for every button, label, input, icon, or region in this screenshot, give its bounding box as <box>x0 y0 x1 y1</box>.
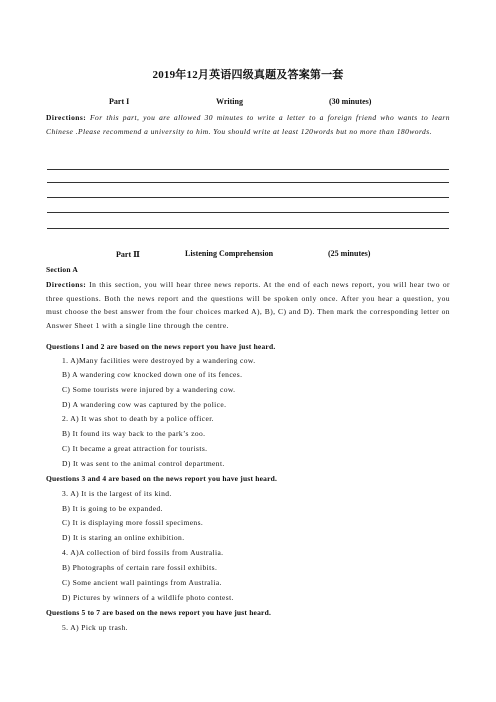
answer-option: 4. A)A collection of bird fossils from Australia. <box>62 548 224 557</box>
part1-time: (30 minutes) <box>329 97 372 106</box>
answer-option: D) Pictures by winners of a wildlife photo contest. <box>62 593 234 602</box>
document-title: 2019年12月英语四级真题及答案第一套 <box>152 69 344 81</box>
answer-option: D) It is staring an online exhibition. <box>62 533 185 542</box>
answer-option: D) A wandering cow was captured by the police. <box>62 400 227 409</box>
part2-directions-text: In this section, you will hear three news reports. At the end of each news report, you will hear two or three questions. Both the news report and the questions will be spoken only once. After you hear a question, you must choose the best answer from the four choices marked A), B), C) and D). Then mark the corresponding letter on Answer Sheet 1 with a single line through the centre. <box>46 280 450 330</box>
answer-option: B) A wandering cow knocked down one of its fences. <box>62 370 243 379</box>
answer-option: B) It found its way back to the park’s zoo. <box>62 429 206 438</box>
question-group-heading: Questions 3 and 4 are based on the news report you have just heard. <box>46 474 278 483</box>
answer-line-4 <box>47 212 449 213</box>
section-a-heading: Section A <box>46 265 79 274</box>
part1-directions-text: For this part, you are allowed 30 minutes to write a letter to a foreign friend who wants to learn Chinese .Please recommend a university to him. You should write at least 120words but no more than 180words. <box>46 113 450 136</box>
answer-option: 5. A) Pick up trash. <box>62 623 128 632</box>
answer-line-2 <box>47 182 449 183</box>
part1-name: Writing <box>216 97 243 106</box>
part2-header <box>0 249 496 261</box>
answer-option: 2. A) It was shot to death by a police officer. <box>62 414 214 423</box>
part2-directions <box>46 278 450 332</box>
answer-line-5 <box>47 228 449 229</box>
part2-number: Part Ⅱ <box>116 250 140 259</box>
answer-option: C) Some tourists were injured by a wandering cow. <box>62 385 236 394</box>
part1-directions <box>46 111 450 138</box>
answer-option: 3. A) It is the largest of its kind. <box>62 489 172 498</box>
part1-number: Part I <box>109 97 130 106</box>
answer-option: C) It became a great attraction for tourists. <box>62 444 208 453</box>
part1-directions-label: Directions: <box>46 113 87 122</box>
answer-option: 1. A)Many facilities were destroyed by a wandering cow. <box>62 356 256 365</box>
part2-name: Listening Comprehension <box>185 249 274 258</box>
question-group-heading: Questions l and 2 are based on the news report you have just heard. <box>46 342 276 351</box>
answer-option: B) Photographs of certain rare fossil exhibits. <box>62 563 218 572</box>
part1-header <box>0 97 496 109</box>
part2-directions-label: Directions: <box>46 280 87 289</box>
answer-option: C) It is displaying more fossil specimens. <box>62 518 204 527</box>
answer-option: B) It is going to be expanded. <box>62 504 163 513</box>
answer-option: C) Some ancient wall paintings from Australia. <box>62 578 222 587</box>
answer-option: D) It was sent to the animal control department. <box>62 459 225 468</box>
part2-time: (25 minutes) <box>328 249 371 258</box>
answer-line-1 <box>47 169 449 170</box>
question-group-heading: Questions 5 to 7 are based on the news report you have just heard. <box>46 608 272 617</box>
answer-line-3 <box>47 197 449 198</box>
